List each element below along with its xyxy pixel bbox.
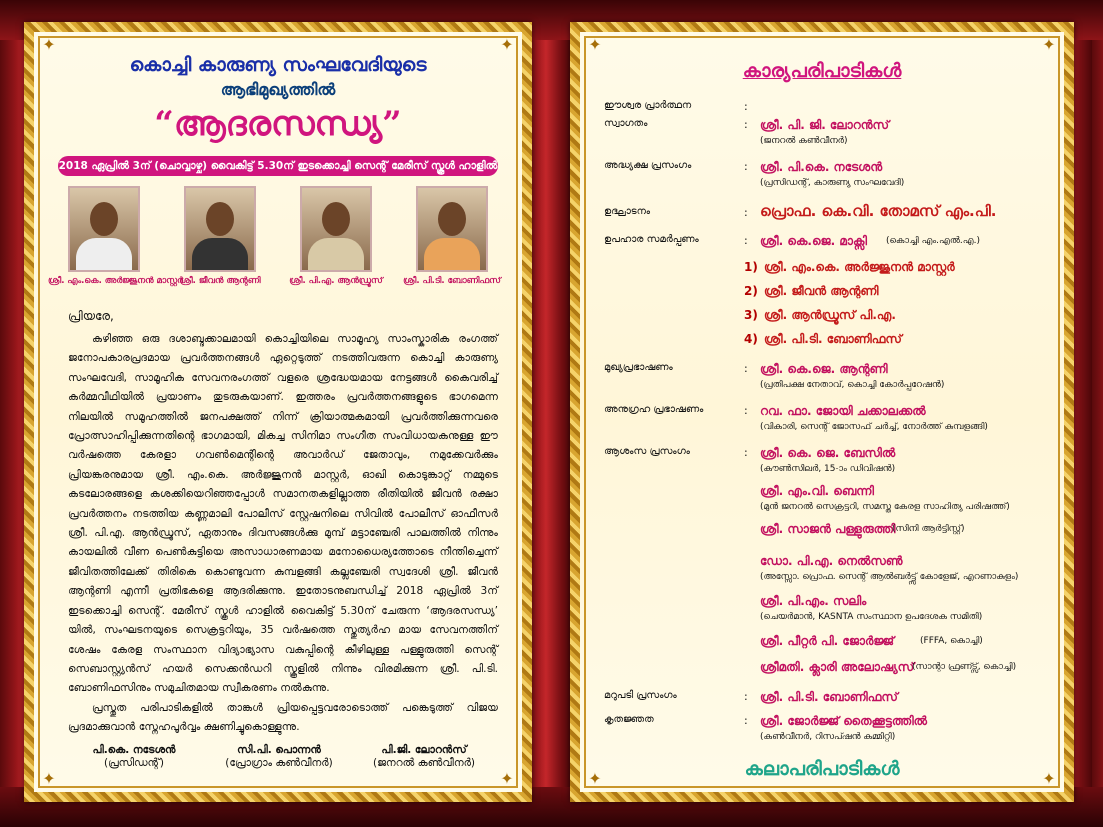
program-note: (പ്രസിഡന്റ്, കാരുണ്യ സംഘവേദി) xyxy=(760,178,905,188)
greeter-name: ശ്രീ. പീറ്റർ പി. ജോർജ്ജ് xyxy=(760,634,895,648)
honoree-name: ശ്രീ. പി.എ. ആൻഡ്രൂസ് xyxy=(289,276,383,286)
honoree-card xyxy=(396,186,508,286)
honoree-card xyxy=(164,186,276,286)
separator: : xyxy=(744,118,748,131)
greeter-name: ശ്രീ. എം.വി. ബെന്നി xyxy=(760,484,875,498)
signatory-name: സി.പി. പൊന്നൻ xyxy=(237,744,321,756)
invitation-panel xyxy=(24,22,532,802)
signatory-name: പി.കെ. നടേശൻ xyxy=(92,744,176,756)
separator: : xyxy=(744,404,748,417)
signatory-role: (പ്രോഗ്രാം കൺവീനർ) xyxy=(225,757,333,769)
award-recipient: ശ്രീ. എം.കെ. അർജ്ജുനൻ മാസ്റ്റർ xyxy=(764,260,955,274)
separator: : xyxy=(744,160,748,173)
program-note: (ജനറൽ കൺവീനർ) xyxy=(760,136,848,146)
program-role: ഉദ്ഘാടനം xyxy=(604,206,651,217)
honoree-name: ശ്രീ. ജീവൻ ആന്റണി xyxy=(179,276,261,286)
greeter-note: (സിനി ആർട്ടിസ്റ്റ്) xyxy=(892,524,965,534)
honoree-photo xyxy=(416,186,488,272)
program-role: സ്വാഗതം xyxy=(604,118,648,129)
program-role: ആശംസ പ്രസംഗം xyxy=(604,446,690,457)
greeting: പ്രിയരേ, xyxy=(68,309,114,323)
greeter-name: ശ്രീ. പി.എം. സലിം xyxy=(760,594,867,608)
separator: : xyxy=(744,100,748,113)
signatory-role: (ജനറൽ കൺവീനർ) xyxy=(372,757,476,769)
honoree-photos xyxy=(48,186,508,286)
program-note: (കൺവീനർ, റിസപ്ഷൻ കമ്മിറ്റി) xyxy=(760,732,896,742)
award-recipient: ശ്രീ. ആൻഡ്രൂസ് പി.എ. xyxy=(764,308,896,322)
invitation-paragraph: പ്രസ്തുത പരിപാടികളിൽ താങ്കൾ പ്രിയപ്പെട്ടവരോടൊത്ത് പങ്കെടുത്ത് വിജയ പ്രദമാക്കുവാൻ സ്നേഹപൂർവ്വം ക്ഷണിച്ചുകൊള്ളുന്നു. xyxy=(68,701,498,734)
separator: : xyxy=(744,234,748,247)
greeter-note: (FFFA, കൊച്ചി) xyxy=(920,636,983,646)
invitation-paragraph: കഴിഞ്ഞ ഒരു ദശാബ്ദക്കാലമായി കൊച്ചിയിലെ സാമൂഹ്യ സാംസ്കാരിക രംഗത്ത് ജനോപകാരപ്രദമായ പ്രവർത്തനങ്ങൾ ഏറ്റെടുത്ത് നടത്തിവരുന്ന കൊച്ചി കാരുണ്യ സംഘവേദി, സാമൂഹിക സേവനരംഗത്ത് വളരെ ശ്രദ്ധേയമായ നേട്ടങ്ങൾ കൈവരിച്ച് കർമ്മവീഥിയിൽ പ്രയാണം തുടരുകയാണ്. ഇത്തരം പ്രവർത്തനങ്ങളുടെ ഭാഗമെന്ന നിലയിൽ സമൂഹത്തിൽ ജനപക്ഷത്ത് നിന്ന് ക്രിയാത്മകമായി പ്രവർത്തിക്കുന്നവരെ പ്രോത്സാഹിപ്പിക്കുന്നതിന്റെ ഭാഗമായി, മികച്ച സിനിമാ സംഗീത സംവിധായകനുള്ള ഈ വർഷത്തെ കേരളാ ഗവൺമെന്റിന്റെ അവാർഡ് ജേതാവും, നമുക്കേവർക്കും പ്രിയങ്കരനുമായ ശ്രീ. എം.കെ. അർജ്ജുനൻ മാസ്റ്റർ, ഓഖി കൊടുങ്കാറ്റ് നമ്മുടെ കടലോരങ്ങളെ കശക്കിയെറിഞ്ഞപ്പോൾ സമാനതകളില്ലാത്ത രീതിയിൽ ജീവൻ രക്ഷാ പ്രവർത്തനം നടത്തിയ കണ്ണമാലി പോലീസ് സ്റ്റേഷനിലെ സിവിൽ പോലീസ് ഓഫീസർ ശ്രീ. പി.എ. ആൻഡ്രൂസ്, ഏതാനും ദിവസങ്ങൾക്കു മുമ്പ് മട്ടാഞ്ചേരി പാലത്തിൽ നിന്നും കായലിൽ വീണ പെൺകുട്ടിയെ അസാധാരണമായ മനോധൈര്യത്തോടെ നീന്തിച്ചെന്ന് ജീവിതത്തിലേക്ക് തിരികെ കൊണ്ടുവന്ന കുമ്പളങ്ങി കല്ലഞ്ചേരി സ്വദേശി ശ്രീ. ജീവൻ ആന്റണി എന്നീ പ്രതിഭകളെ ആദരിക്കുന്നു. ഇതോടനുബന്ധിച്ച് 2018 ഏപ്രിൽ 3ന് ഇടക്കൊച്ചി സെന്റ്. മേരീസ് സ്കൂൾ ഹാളിൽ വൈകിട്ട് 5.30ന് ചേരുന്ന ‘ആദരസന്ധ്യ’ യിൽ, സംഘടനയുടെ സെക്രട്ടറിയും, 35 വർഷത്തെ സ്തുത്യർഹ മായ സേവനത്തിന് ശേഷം കേരള സംസ്ഥാന വിദ്യാഭ്യാസ വകുപ്പിന്റെ കീഴിലുള്ള പള്ളുരുത്തി സെന്റ് സെബാസ്റ്റ്യൻസ് ഹയർ സെക്കൻഡറി സ്കൂളിൽ നിന്നും വിരമിക്കുന്ന ശ്രീ. പി.ടി. ബോണിഫസിനും സമുചിതമായ സ്വീകരണം നൽകുന്നു. xyxy=(68,333,498,695)
honoree-photo xyxy=(68,186,140,272)
program-person: റവ. ഫാ. ജോയി ചക്കാലക്കൽ xyxy=(760,404,926,418)
honoree-photo xyxy=(300,186,372,272)
award-number: 4) xyxy=(744,332,758,346)
program-role: അദ്ധ്യക്ഷ പ്രസംഗം xyxy=(604,160,692,171)
corner-ornament-icon: ✦ xyxy=(42,769,56,788)
inaugurator-name: പ്രൊഫ. കെ.വി. തോമസ് എം.പി. xyxy=(760,202,997,220)
separator: : xyxy=(744,206,748,219)
program-note: (വികാരി, സെന്റ് ജോസഫ് ചർച്ച്, നോർത്ത് കുമ്പളങ്ങി) xyxy=(760,422,988,432)
program-panel xyxy=(570,22,1074,802)
signature xyxy=(64,744,204,770)
award-recipient: ശ്രീ. പി.ടി. ബോണിഫസ് xyxy=(764,332,902,346)
award-number: 2) xyxy=(744,284,758,298)
award-recipient: ശ്രീ. ജീവൻ ആന്റണി xyxy=(764,284,879,298)
program-person: ശ്രീ. കെ.ജെ. ആന്റണി xyxy=(760,362,888,376)
corner-ornament-icon: ✦ xyxy=(500,35,514,54)
program-person: ശ്രീ. ജോർജ്ജ് തൈക്കൂട്ടത്തിൽ xyxy=(760,714,928,728)
program-person: ശ്രീ. പി. ജി. ലോറൻസ് xyxy=(760,118,890,132)
signatory-role: (പ്രസിഡന്റ്) xyxy=(104,757,164,769)
program-note: (കൗൺസിലർ, 15-ാം ഡിവിഷൻ) xyxy=(760,464,896,474)
corner-ornament-icon: ✦ xyxy=(500,769,514,788)
organization-title: കൊച്ചി കാരുണ്യ സംഘവേദിയുടെ xyxy=(129,54,427,76)
program-person: ശ്രീ. കെ.ജെ. മാക്സി xyxy=(760,234,868,248)
program-role: മറുപടി പ്രസംഗം xyxy=(604,690,677,701)
signature xyxy=(209,744,349,770)
greeter-note: (സാന്റാ ഫ്രണ്ട്സ്, കൊച്ചി) xyxy=(912,662,1017,672)
honoree-name: ശ്രീ. പി.ടി. ബോണിഫസ് xyxy=(403,276,501,286)
event-title: “ആദരസന്ധ്യ” xyxy=(154,104,402,144)
program-note: (പ്രതിപക്ഷ നേതാവ്, കൊച്ചി കോർപ്പറേഷൻ) xyxy=(760,380,945,390)
program-person: ശ്രീ. പി.കെ. നടേശൻ xyxy=(760,160,883,174)
honoree-name: ശ്രീ. എം.കെ. അർജ്ജുനൻ മാസ്റ്റർ xyxy=(48,276,184,286)
award-number: 1) xyxy=(744,260,758,274)
program-note: (കൊച്ചി എം.എൽ.എ.) xyxy=(886,236,980,246)
greeter-name: ശ്രീ. സാജൻ പള്ളുരുത്തി xyxy=(760,522,896,536)
separator: : xyxy=(744,446,748,459)
program-person: ശ്രീ. പി.ടി. ബോണിഫസ് xyxy=(760,690,898,704)
greeter-note: (മുൻ ജനറൽ സെക്രട്ടറി, സമസ്ത കേരള സാഹിത്യ പരിഷത്ത്) xyxy=(760,502,1010,512)
separator: : xyxy=(744,714,748,727)
award-number: 3) xyxy=(744,308,758,322)
invitation-body xyxy=(68,330,498,738)
signatory-name: പി.ജി. ലോറൻസ് xyxy=(381,744,467,756)
greeter-name: ശ്രീമതി. ക്ലാരി അലോഷ്യസ് xyxy=(760,660,915,674)
program-role: ഉപഹാര സമർപ്പണം xyxy=(604,234,699,245)
program-role: അനുഗ്രഹ പ്രഭാഷണം xyxy=(604,404,704,415)
honoree-card xyxy=(48,186,184,286)
greeter-name: ഡോ. പി.എ. നെൽസൺ xyxy=(760,554,903,568)
program-title: കാര്യപരിപാടികൾ xyxy=(742,60,902,82)
program-role: ഈശ്വര പ്രാർത്ഥന xyxy=(604,100,692,111)
separator: : xyxy=(744,362,748,375)
corner-ornament-icon: ✦ xyxy=(1042,35,1056,54)
program-person: ശ്രീ. കെ. ജെ. ബേസിൽ xyxy=(760,446,896,460)
corner-ornament-icon: ✦ xyxy=(588,769,602,788)
honoree-card xyxy=(280,186,392,286)
greeter-note: (അസ്സോ. പ്രൊഫ. സെന്റ് ആൽബർട്ട്സ് കോളേജ്, എറണാകുളം) xyxy=(760,572,1019,582)
honoree-photo xyxy=(184,186,256,272)
sub-title: ആഭിമുഖ്യത്തിൽ xyxy=(220,80,336,99)
greeter-note: (ചെയർമാൻ, KASNTA സംസ്ഥാന ഉപദേശക സമിതി) xyxy=(760,612,983,622)
signatures xyxy=(64,744,494,770)
signature xyxy=(354,744,494,770)
program-role: മുഖ്യപ്രഭാഷണം xyxy=(604,362,673,373)
cultural-programs-title: കലാപരിപാടികൾ xyxy=(744,758,900,780)
corner-ornament-icon: ✦ xyxy=(42,35,56,54)
program-role: കൃതജ്ഞത xyxy=(604,714,654,725)
date-venue-banner: 2018 ഏപ്രിൽ 3ന് (ചൊവ്വാഴ്ച) വൈകിട്ട് 5.30ന് ഇടക്കൊച്ചി സെന്റ് മേരീസ് സ്കൂൾ ഹാളിൽ xyxy=(58,156,498,176)
corner-ornament-icon: ✦ xyxy=(1042,769,1056,788)
separator: : xyxy=(744,690,748,703)
corner-ornament-icon: ✦ xyxy=(588,35,602,54)
